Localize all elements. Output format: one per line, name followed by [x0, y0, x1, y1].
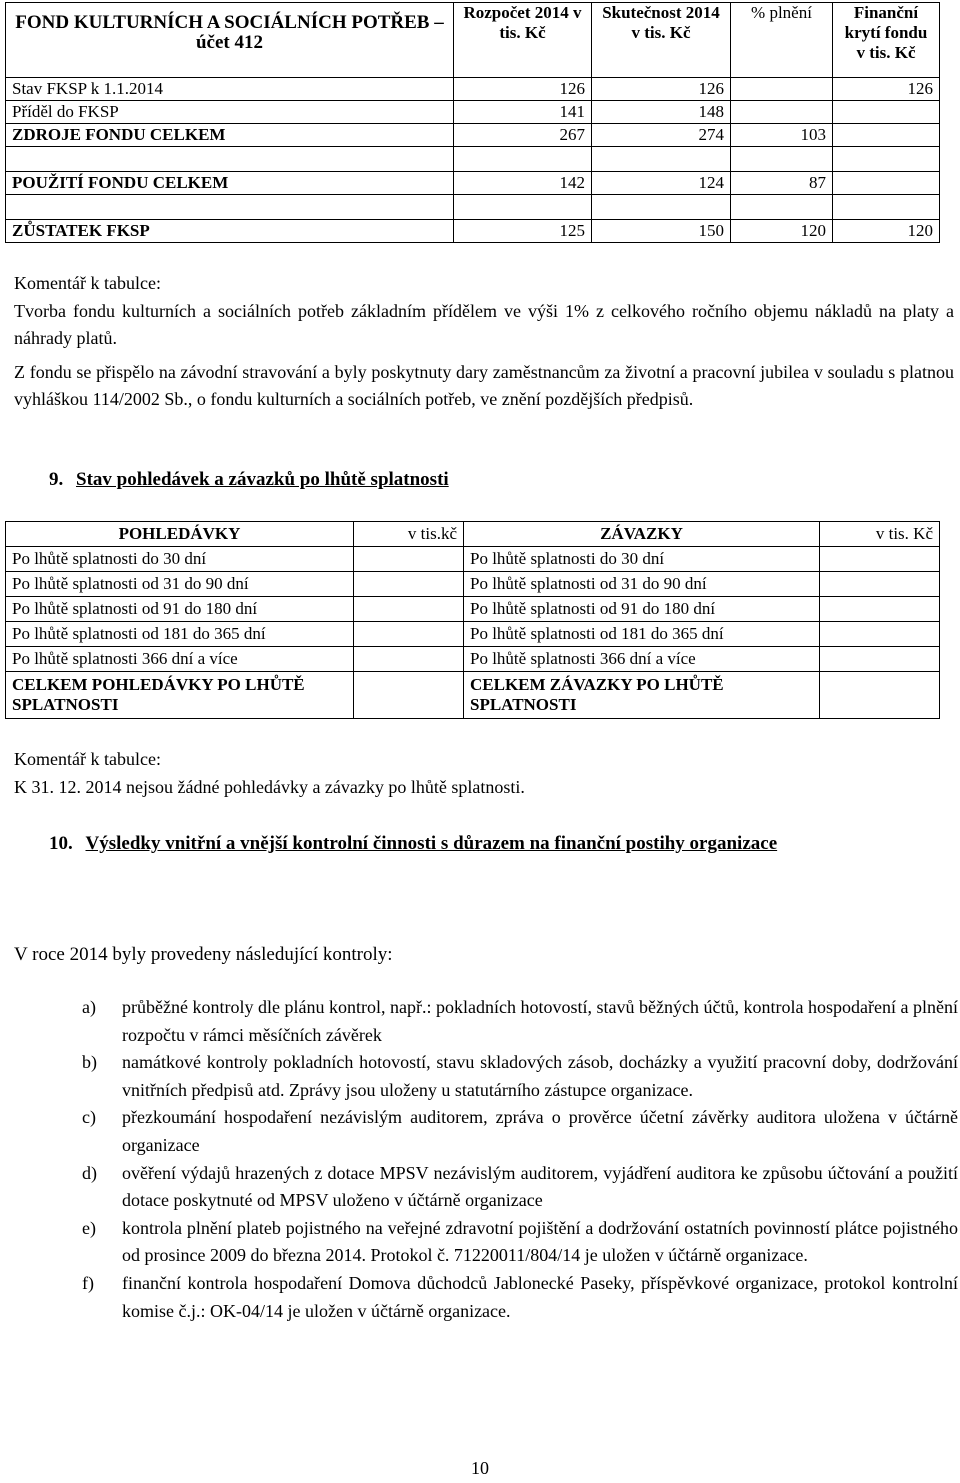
receivable-label: Po lhůtě splatnosti od 181 do 365 dní	[6, 622, 354, 647]
liability-label: Po lhůtě splatnosti do 30 dní	[464, 547, 820, 572]
fksp-row	[6, 78, 940, 101]
section-9-heading	[49, 469, 449, 491]
comment-paragraph: Z fondu se přispělo na závodní stravování a byly poskytnuty dary zaměstnancům za životní a pracovní jubilea v souladu s platnou vyhláškou 114/2002 Sb., o fondu kulturních a sociálních potřeb, ve znění pozdějších předpisů.	[14, 362, 954, 409]
row-budget: 267	[454, 124, 592, 147]
fksp-row	[6, 172, 940, 195]
row-label: Stav FKSP k 1.1.2014	[6, 78, 454, 101]
row-cover	[833, 124, 940, 147]
list-item	[82, 1270, 958, 1325]
receivables-liabilities-table	[5, 521, 940, 719]
liability-label: Po lhůtě splatnosti 366 dní a více	[464, 647, 820, 672]
controls-list	[82, 994, 958, 1325]
row-budget: 141	[454, 101, 592, 124]
unit-header: v tis.kč	[354, 522, 464, 547]
col-budget-header: Rozpočet 2014 v tis. Kč	[454, 3, 592, 78]
row-label: ZŮSTATEK FKSP	[6, 220, 454, 243]
section-number: 9.	[49, 469, 64, 490]
list-marker: f)	[82, 1272, 94, 1293]
row-pct: 103	[731, 124, 833, 147]
row-pct: 120	[731, 220, 833, 243]
receivable-label: Po lhůtě splatnosti 366 dní a více	[6, 647, 354, 672]
col-actual-header: Skutečnost 2014 v tis. Kč	[592, 3, 731, 78]
fksp-header-row	[6, 3, 940, 78]
pz-row	[6, 597, 940, 622]
list-item-text: finanční kontrola hospodaření Domova důchodců Jablonecké Paseky, příspěvkové organizace, protokol kontrolní komise č.j.: OK-04/14 je uložen v účtárně organizace.	[122, 1272, 958, 1321]
section-10-heading	[49, 830, 909, 858]
section-number: 10.	[49, 833, 73, 854]
pz-row	[6, 547, 940, 572]
list-item	[82, 1049, 958, 1104]
comment-label: Komentář k tabulce:	[14, 273, 161, 293]
comment-paragraph: K 31. 12. 2014 nejsou žádné pohledávky a závazky po lhůtě splatnosti.	[14, 777, 525, 797]
fksp-row	[6, 101, 940, 124]
comment-label: Komentář k tabulce:	[14, 749, 161, 769]
list-item	[82, 1215, 958, 1270]
page-number: 10	[471, 1458, 489, 1478]
list-marker: b)	[82, 1052, 97, 1073]
liabilities-header: ZÁVAZKY	[464, 522, 820, 547]
row-cover: 126	[833, 78, 940, 101]
row-label: Příděl do FKSP	[6, 101, 454, 124]
list-marker: d)	[82, 1162, 97, 1183]
row-label: ZDROJE FONDU CELKEM	[6, 124, 454, 147]
liability-label: Po lhůtě splatnosti od 31 do 90 dní	[464, 572, 820, 597]
row-budget: 126	[454, 78, 592, 101]
list-marker: e)	[82, 1217, 96, 1238]
liability-label: Po lhůtě splatnosti od 181 do 365 dní	[464, 622, 820, 647]
fksp-title: FOND KULTURNÍCH A SOCIÁLNÍCH POTŘEB – účet 412	[6, 3, 454, 78]
list-item-text: kontrola plnění plateb pojistného na veřejné zdravotní pojištění a dodržování ostatních povinností plátce pojistného od prosince 2009 do března 2014. Protokol č. 71220011/804/14 je uložen v účtárně organizace.	[122, 1217, 958, 1266]
unit-header: v tis. Kč	[820, 522, 940, 547]
pz-total-row	[6, 672, 940, 719]
col-cover-header: Finanční krytí fondu v tis. Kč	[833, 3, 940, 78]
row-actual: 124	[592, 172, 731, 195]
receivable-label: Po lhůtě splatnosti od 31 do 90 dní	[6, 572, 354, 597]
row-actual: 150	[592, 220, 731, 243]
receivable-label: Po lhůtě splatnosti od 91 do 180 dní	[6, 597, 354, 622]
fksp-blank-row	[6, 147, 940, 172]
fksp-row	[6, 220, 940, 243]
pz-row	[6, 622, 940, 647]
row-pct	[731, 101, 833, 124]
row-cover	[833, 101, 940, 124]
pz-header-row	[6, 522, 940, 547]
list-item	[82, 1104, 958, 1159]
list-marker: c)	[82, 1107, 96, 1128]
receivables-total-label: CELKEM POHLEDÁVKY PO LHŮTĚ SPLATNOSTI	[6, 672, 354, 719]
fksp-blank-row	[6, 195, 940, 220]
pz-row	[6, 647, 940, 672]
list-item-text: namátkové kontroly pokladních hotovostí, stavu skladových zásob, docházky a využití pracovní doby, dodržování vnitřních předpisů atd. Zprávy jsou uloženy u statutárního zástupce organizace.	[122, 1052, 958, 1100]
fksp-row	[6, 124, 940, 147]
list-item	[82, 1160, 958, 1215]
controls-intro: V roce 2014 byly provedeny následující kontroly:	[14, 944, 393, 965]
row-pct	[731, 78, 833, 101]
row-actual: 148	[592, 101, 731, 124]
fksp-table	[5, 2, 940, 243]
col-pct-header: % plnění	[731, 3, 833, 78]
section-title: Výsledky vnitřní a vnější kontrolní činnosti s důrazem na finanční postihy organizace	[85, 833, 778, 854]
list-marker: a)	[82, 997, 96, 1017]
liability-label: Po lhůtě splatnosti od 91 do 180 dní	[464, 597, 820, 622]
row-budget: 142	[454, 172, 592, 195]
list-item-text: průběžné kontroly dle plánu kontrol, např.: pokladních hotovostí, stavů běžných účtů, kontrola hospodaření a plnění rozpočtu v rámci měsíčních závěrek	[122, 997, 958, 1045]
list-item	[82, 994, 958, 1049]
row-cover: 120	[833, 220, 940, 243]
section-title: Stav pohledávek a závazků po lhůtě splatnosti	[76, 469, 449, 490]
receivable-label: Po lhůtě splatnosti do 30 dní	[6, 547, 354, 572]
list-item-text: přezkoumání hospodaření nezávislým auditorem, zpráva o prověrce účetní závěrky auditora uložena v účtárně organizace	[122, 1107, 958, 1155]
row-cover	[833, 172, 940, 195]
liabilities-total-label: CELKEM ZÁVAZKY PO LHŮTĚ SPLATNOSTI	[464, 672, 820, 719]
row-budget: 125	[454, 220, 592, 243]
comment-paragraph: Tvorba fondu kulturních a sociálních potřeb základním přídělem ve výši 1% z celkového ročního objemu nákladů na platy a náhrady platů.	[14, 301, 954, 348]
row-label: POUŽITÍ FONDU CELKEM	[6, 172, 454, 195]
row-actual: 274	[592, 124, 731, 147]
pz-row	[6, 572, 940, 597]
list-item-text: ověření výdajů hrazených z dotace MPSV nezávislým auditorem, vyjádření auditora ke způsobu účtování a použití dotace poskytnuté od MPSV uloženo v účtárně organizace	[122, 1162, 958, 1211]
receivables-header: POHLEDÁVKY	[6, 522, 354, 547]
row-pct: 87	[731, 172, 833, 195]
row-actual: 126	[592, 78, 731, 101]
